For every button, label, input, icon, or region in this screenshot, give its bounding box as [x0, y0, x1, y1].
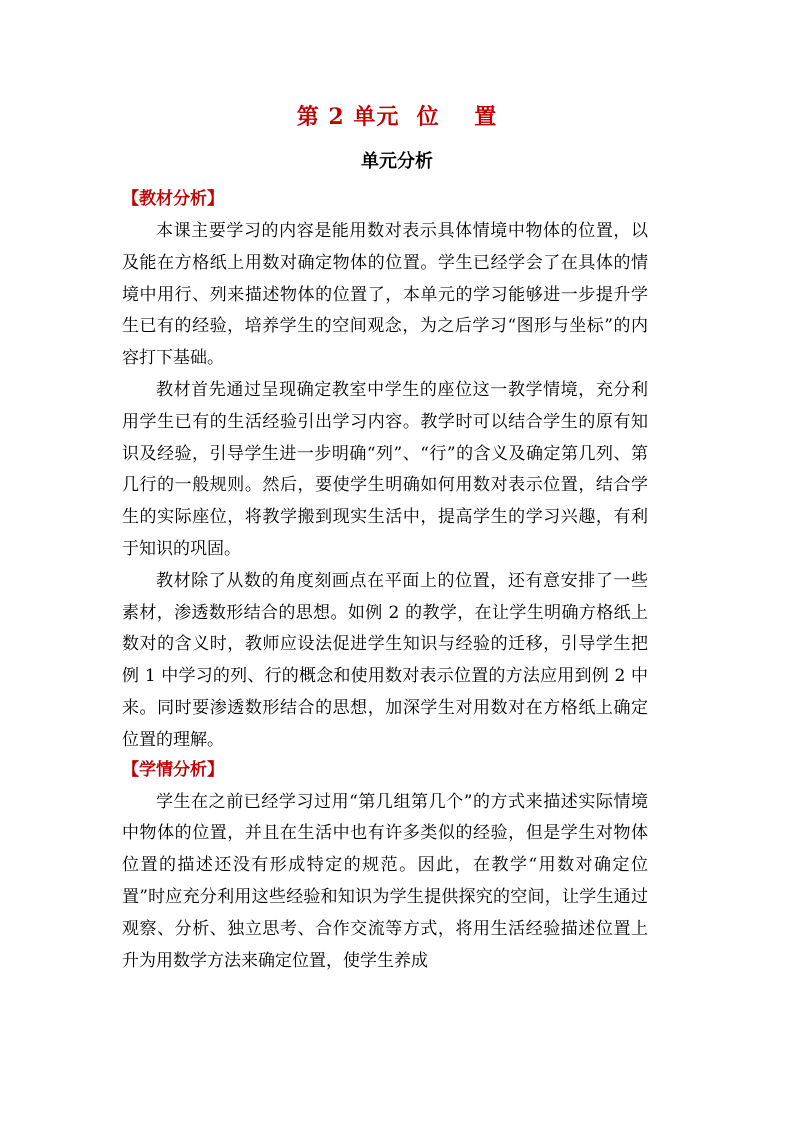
- heading-learner-analysis: 【学情分析】: [122, 759, 224, 780]
- document-body: [122, 186, 648, 977]
- paragraph: 教材首先通过呈现确定教室中学生的座位这一教学情境，充分利用学生已有的生活经验引出学习内容。教学时可以结合学生的原有知识及经验，引导学生进一步明确“列”、“行”的含义及确定第几列、第几行的一般规则。然后，要使学生明确如何用数对表示位置，结合学生的实际座位，将教学搬到现实生活中，提高学生的学习兴趣，有利于知识的巩固。: [122, 379, 648, 559]
- paragraph: 学生在之前已经学习过用“第几组第几个”的方式来描述实际情境中物体的位置，并且在生活中也有许多类似的经验，但是学生对物体位置的描述还没有形成特定的规范。因此，在教学“用数对确定位置”时应充分利用这些经验和知识为学生提供探究的空间，让学生通过观察、分析、独立思考、合作交流等方式，将用生活经验描述位置上升为用数学方法来确定位置，使学生养成: [122, 791, 648, 971]
- heading-textbook-analysis: 【教材分析】: [122, 189, 224, 209]
- unit-title: 第 2 单元 位 置: [296, 104, 498, 130]
- section-subtitle: 单元分析: [361, 151, 433, 172]
- paragraph: 教材除了从数的角度刻画点在平面上的位置，还有意安排了一些素材，渗透数形结合的思想。如例 2 的教学，在让学生明确方格纸上数对的含义时，教师应设法促进学生知识与经验的迁移，引导学生把例 1 中学习的列、行的概念和使用数对表示位置的方法应用到例 2 中来。同时要渗透数形结合的思想，加深学生对用数对在方格纸上确定位置的理解。: [122, 570, 648, 750]
- paragraph: 本课主要学习的内容是能用数对表示具体情境中物体的位置，以及能在方格纸上用数对确定物体的位置。学生已经学会了在具体的情境中用行、列来描述物体的位置了，本单元的学习能够进一步提升学生已有的经验，培养学生的空间观念，为之后学习“图形与坐标”的内容打下基础。: [122, 221, 648, 369]
